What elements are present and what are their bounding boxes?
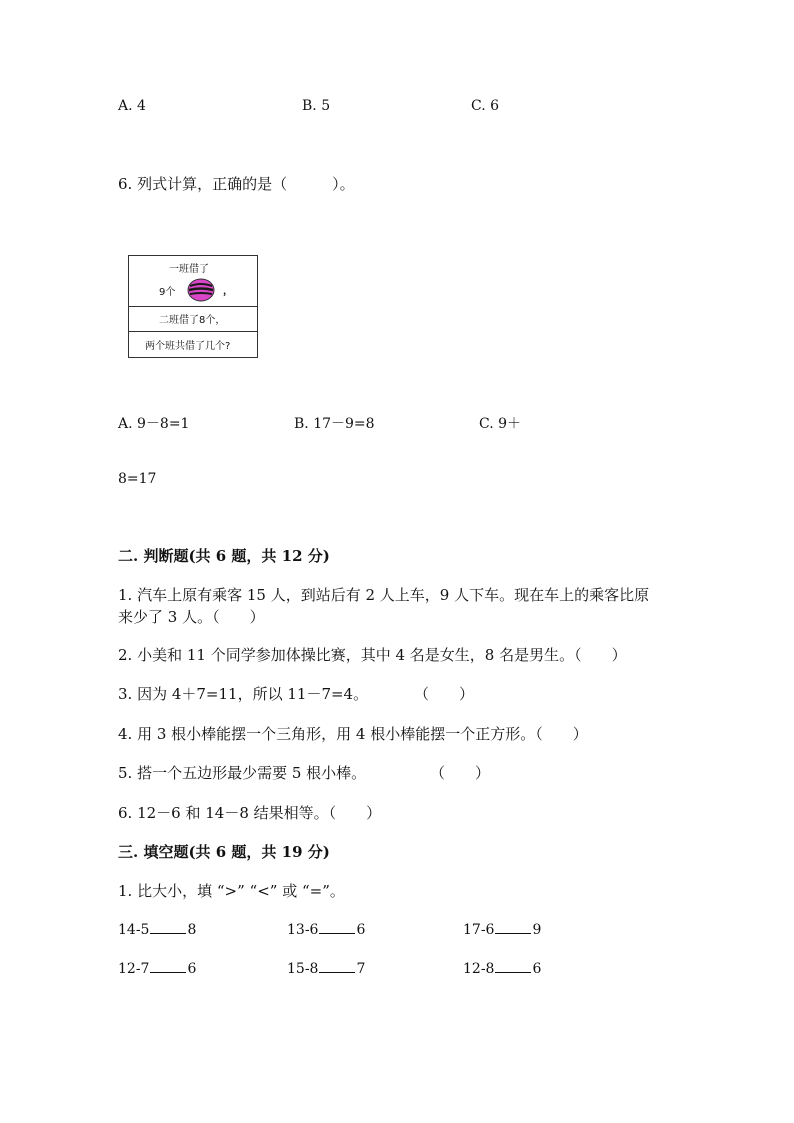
judge-item-1: 1. 汽车上原有乘客 15 人，到站后有 2 人上车，9 人下车。现在车上的乘客比原: [118, 586, 650, 604]
answer-blank[interactable]: [150, 921, 186, 934]
q6-option-c: C. 9＋: [479, 416, 522, 432]
q6-option-c-continued: 8=17: [118, 471, 157, 487]
compare-item: [463, 960, 541, 977]
figure-comma: ，: [223, 286, 233, 297]
answer-blank[interactable]: [319, 921, 355, 934]
compare-right: 6: [356, 922, 366, 938]
judge-item-1-cont: 来少了 3 人。（ ）: [118, 608, 265, 626]
judge-item-6: 6. 12－6 和 14－8 结果相等。（ ）: [118, 804, 382, 822]
compare-left: 15-8: [287, 961, 319, 977]
judge-item-3: 3. 因为 4＋7=11，所以 11－7=4。: [118, 685, 369, 703]
q5-option-a: A. 4: [118, 98, 146, 114]
judge-item-3-bracket: （ ）: [414, 685, 475, 703]
q6-figure-table: [128, 255, 258, 358]
q6-stem: 6. 列式计算，正确的是（ ）。: [118, 175, 355, 193]
compare-item: [118, 960, 196, 977]
compare-right: 8: [187, 922, 197, 938]
q6-option-a: A. 9－8=1: [118, 416, 190, 432]
compare-left: 17-6: [463, 922, 495, 938]
q5-option-c: C. 6: [471, 98, 500, 114]
judge-item-5-bracket: （ ）: [430, 764, 491, 782]
compare-item: [463, 921, 541, 938]
compare-right: 6: [532, 961, 542, 977]
answer-blank[interactable]: [495, 921, 531, 934]
q5-option-b: B. 5: [302, 98, 331, 114]
judge-item-4: 4. 用 3 根小棒能摆一个三角形，用 4 根小棒能摆一个正方形。（ ）: [118, 725, 588, 743]
answer-blank[interactable]: [319, 960, 355, 973]
fill-q1: 1. 比大小，填 “>” “<” 或 “=”。: [118, 882, 345, 900]
compare-left: 13-6: [287, 922, 319, 938]
figure-row-2: [129, 306, 257, 332]
section3-title: 三. 填空题(共 6 题，共 19 分): [118, 843, 330, 861]
compare-left: 12-8: [463, 961, 495, 977]
figure-line1: 一班借了: [169, 264, 209, 275]
figure-row-3: [129, 331, 257, 357]
compare-item: [118, 921, 196, 938]
compare-item: [287, 921, 365, 938]
compare-right: 6: [187, 961, 197, 977]
figure-question: 两个班共借了几个?: [145, 341, 231, 352]
answer-blank[interactable]: [495, 960, 531, 973]
judge-item-5: 5. 搭一个五边形最少需要 5 根小棒。: [118, 764, 367, 782]
compare-item: [287, 960, 365, 977]
answer-blank[interactable]: [150, 960, 186, 973]
compare-right: 9: [532, 922, 542, 938]
q6-option-b: B. 17－9=8: [294, 416, 375, 432]
section2-title: 二. 判断题(共 6 题，共 12 分): [118, 547, 330, 565]
compare-right: 7: [356, 961, 366, 977]
figure-count: 9个: [159, 287, 176, 298]
ball-icon: [187, 278, 215, 302]
judge-item-2: 2. 小美和 11 个同学参加体操比赛，其中 4 名是女生，8 名是男生。（ ）: [118, 646, 627, 664]
figure-row-1: [129, 256, 257, 307]
figure-line2: 二班借了8个，: [159, 315, 226, 326]
compare-left: 12-7: [118, 961, 150, 977]
compare-left: 14-5: [118, 922, 150, 938]
